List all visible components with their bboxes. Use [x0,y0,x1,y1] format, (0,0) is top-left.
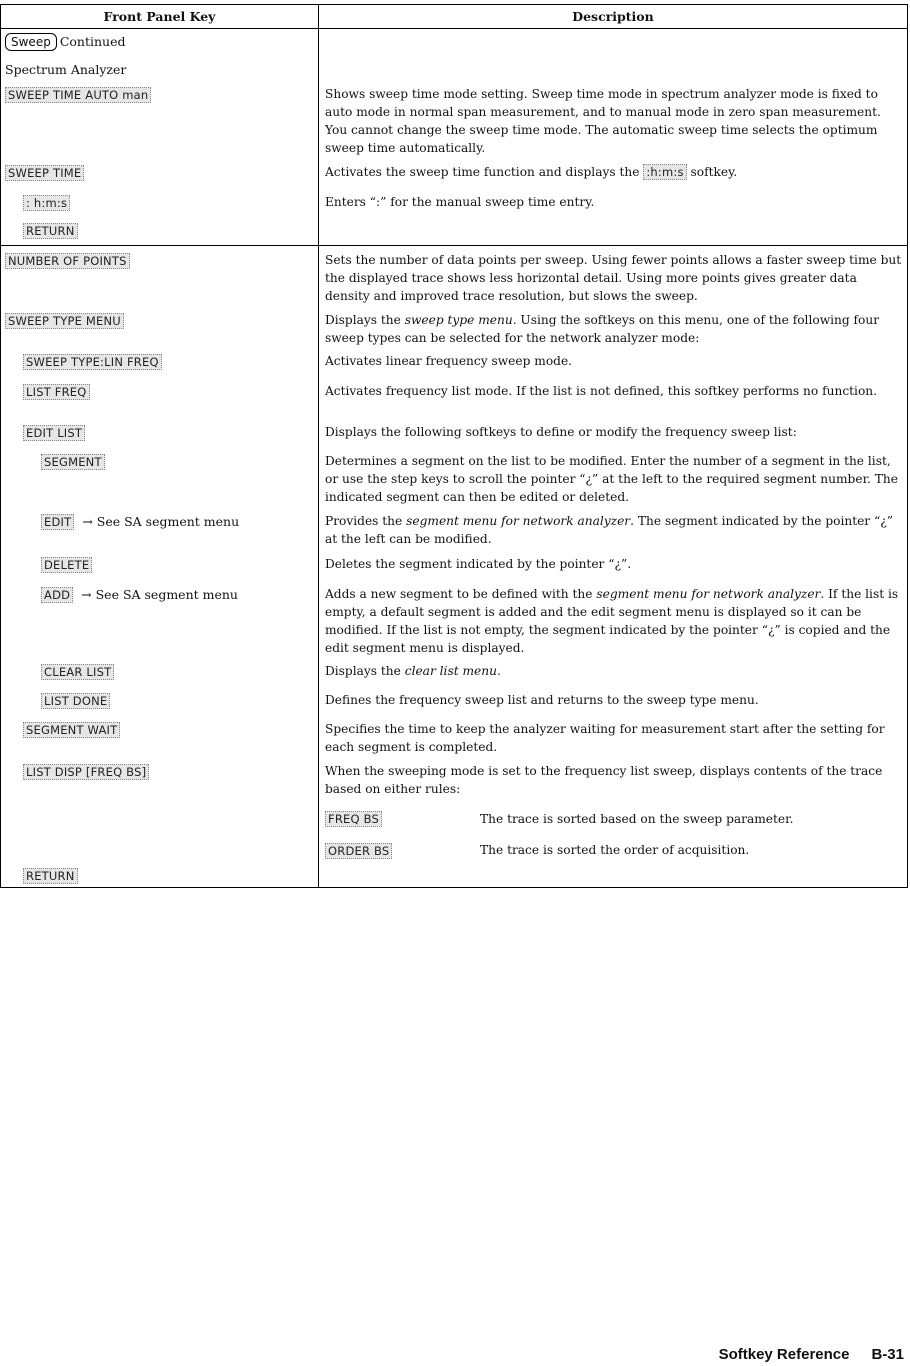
desc-text: . [496,664,501,678]
segment-wait-softkey[interactable]: SEGMENT WAIT [23,722,120,738]
add-see-also: → See SA segment menu [81,587,238,602]
delete-softkey[interactable]: DELETE [41,557,92,573]
return-softkey[interactable]: RETURN [23,868,78,884]
row-segment [41,454,105,470]
sweep-hardkey[interactable]: Sweep [5,33,57,51]
list-freq-softkey[interactable]: LIST FREQ [23,384,90,400]
desc-text: Activates the sweep time function and displays the [325,165,644,179]
row-list-freq [23,384,90,400]
hms-softkey[interactable]: : h:m:s [23,195,70,211]
row-segment-wait [23,722,120,738]
section-heading [5,33,126,51]
row-return-2 [23,868,78,884]
row-sweep-type-menu [5,313,124,329]
segment-softkey[interactable]: SEGMENT [41,454,105,470]
desc-emphasis: segment menu for network analyzer [596,587,821,601]
sweep-time-auto-softkey[interactable]: SWEEP TIME AUTO man [5,87,151,103]
desc-emphasis: sweep type menu [404,313,513,327]
edit-list-softkey[interactable]: EDIT LIST [23,425,85,441]
segment-desc: Determines a segment on the list to be modified. Enter the number of a segment in the list, or use the step keys to scroll the pointer “¿” at the left to the required segment number. The indicated segment can then be edited or deleted. [325,454,898,504]
segment-wait-desc: Specifies the time to keep the analyzer waiting for measurement start after the setting for each segment is completed. [325,722,885,754]
desc-text: . If the list is empty, a default segment is added and the edit segment menu is displayed so it can be modified. If the list is not empty, the segment indicated by the pointer “¿” is copied and the edit segment menu is displayed. [325,587,899,655]
page-number: B-31 [871,1346,904,1363]
sweep-time-auto-desc: Shows sweep time mode setting. Sweep time mode in spectrum analyzer mode is fixed to auto mode in normal span measurement, and to manual mode in zero span measurement. You cannot change the sweep time mode. The automatic sweep time selects the optimum sweep time automatically. [325,87,881,155]
number-of-points-softkey[interactable]: NUMBER OF POINTS [5,253,130,269]
row-separator [1,245,907,246]
list-done-desc: Defines the frequency sweep list and returns to the sweep type menu. [325,693,759,707]
row-add [41,587,238,603]
desc-emphasis: segment menu for network analyzer [406,514,631,528]
sweep-type-menu-softkey[interactable]: SWEEP TYPE MENU [5,313,124,329]
row-sweep-time-auto [5,87,151,103]
row-hms [23,195,70,211]
row-lin-freq [23,354,162,370]
freq-bs-desc: The trace is sorted based on the sweep parameter. [480,812,794,826]
option-freq-bs [325,811,382,827]
return-softkey[interactable]: RETURN [23,223,78,239]
number-of-points-desc: Sets the number of data points per sweep. Using fewer points allows a faster sweep time but the displayed trace shows less horizontal detail. Using more points gives greater data density and improved trace resolution, but slows the sweep. [325,253,902,303]
column-divider [318,5,319,887]
edit-desc [325,512,905,548]
row-list-done [41,693,110,709]
hms-desc: Enters “:” for the manual sweep time entry. [325,195,595,209]
lin-freq-desc: Activates linear frequency sweep mode. [325,354,573,368]
option-order-bs [325,843,392,859]
clear-list-desc [325,662,905,680]
edit-list-desc: Displays the following softkeys to define or modify the frequency sweep list: [325,425,797,439]
desc-text: Displays the [325,664,405,678]
edit-softkey[interactable]: EDIT [41,514,74,530]
row-delete [41,557,92,573]
order-bs-softkey[interactable]: ORDER BS [325,843,392,859]
desc-text: . The segment indicated by the pointer “¿” at the left can be modified. [325,514,894,546]
desc-text: . Using the softkeys on this menu, one of the following four sweep types can be selected for the network analyzer mode: [325,313,880,345]
continued-label: Continued [59,34,126,49]
clear-list-softkey[interactable]: CLEAR LIST [41,664,114,680]
sweep-time-softkey[interactable]: SWEEP TIME [5,165,84,181]
desc-text: Displays the [325,313,405,327]
delete-desc: Deletes the segment indicated by the pointer “¿”. [325,557,632,571]
row-list-disp [23,764,149,780]
header-front-panel-key: Front Panel Key [103,9,216,24]
desc-emphasis: clear list menu [404,664,497,678]
row-return-1 [23,223,78,239]
desc-text: Provides the [325,514,407,528]
row-sweep-time [5,165,84,181]
add-desc [325,585,905,657]
footer-title: Softkey Reference [718,1346,850,1363]
add-softkey[interactable]: ADD [41,587,73,603]
header-description: Description [572,9,654,24]
list-done-softkey[interactable]: LIST DONE [41,693,110,709]
hms-inline-softkey: :h:m:s [643,164,686,180]
header-rule [1,28,907,29]
row-clear-list [41,664,114,680]
softkey-table [0,4,908,888]
sweep-type-menu-desc [325,311,905,347]
list-freq-desc: Activates frequency list mode. If the list is not defined, this softkey performs no function. [325,384,878,398]
order-bs-desc: The trace is sorted the order of acquisition. [480,843,750,857]
list-disp-desc: When the sweeping mode is set to the frequency list sweep, displays contents of the trace based on either rules: [325,764,883,796]
row-edit [41,514,239,530]
row-edit-list [23,425,85,441]
freq-bs-softkey[interactable]: FREQ BS [325,811,382,827]
page-footer [719,1346,904,1363]
edit-see-also: → See SA segment menu [82,514,240,529]
desc-text: softkey. [686,165,738,179]
sweep-time-desc [325,163,905,181]
mode-label: Spectrum Analyzer [5,62,127,77]
lin-freq-softkey[interactable]: SWEEP TYPE:LIN FREQ [23,354,162,370]
desc-text: Adds a new segment to be defined with the [325,587,597,601]
row-number-of-points [5,253,130,269]
list-disp-softkey[interactable]: LIST DISP [FREQ BS] [23,764,149,780]
